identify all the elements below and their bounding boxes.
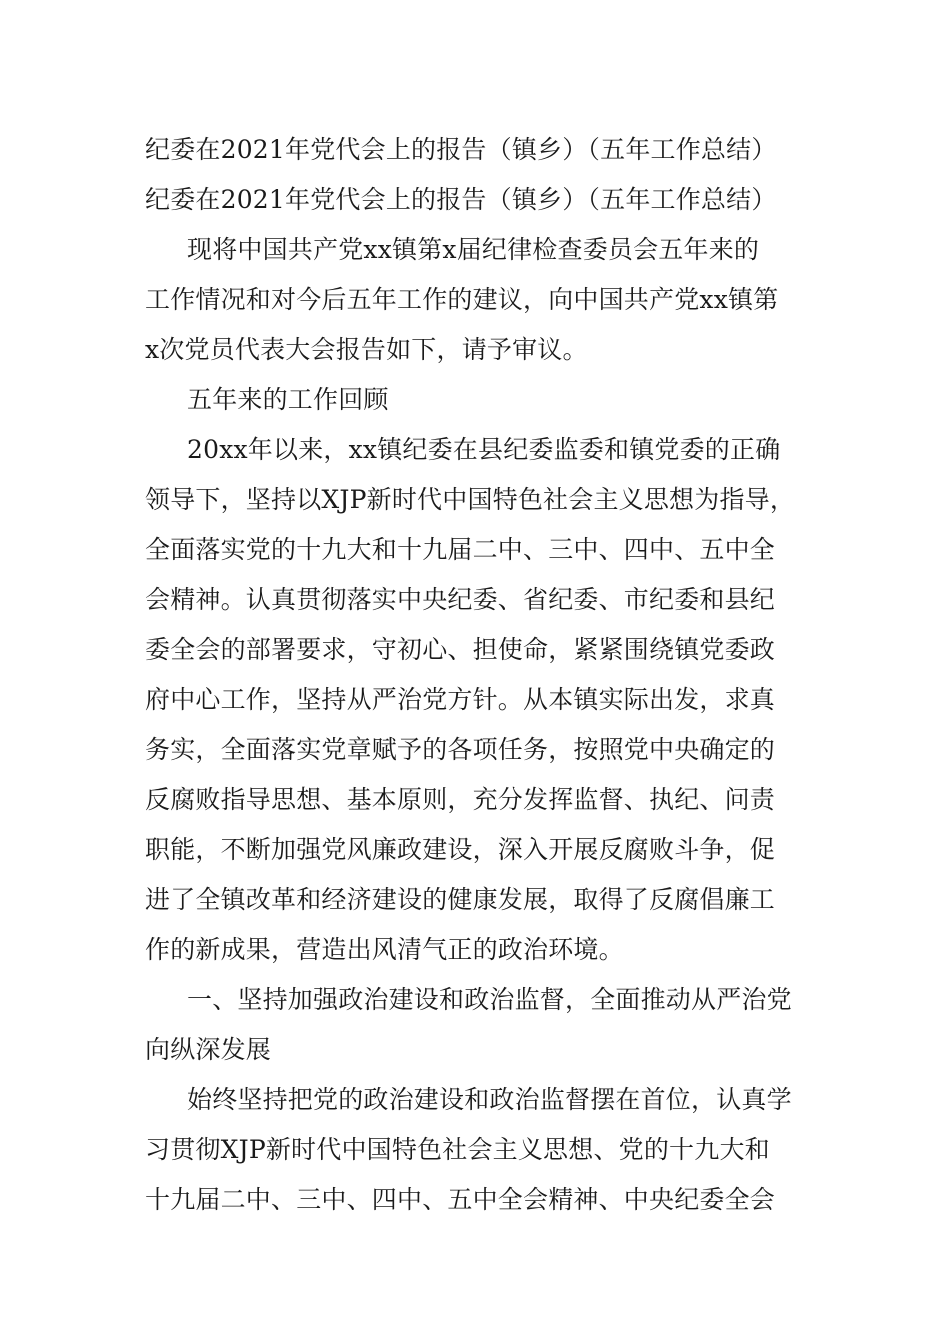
review-paragraph-line: 进了全镇改革和经济建设的健康发展，取得了反腐倡廉工 [145, 885, 776, 914]
review-paragraph-line: 作的新成果，营造出风清气正的政治环境。 [145, 935, 624, 964]
intro-paragraph-line: x次党员代表大会报告如下，请予审议。 [145, 335, 588, 364]
review-paragraph-line: 20xx年以来，xx镇纪委在县纪委监委和镇党委的正确 [187, 435, 781, 464]
review-paragraph-line: 会精神。认真贯彻落实中央纪委、省纪委、市纪委和县纪 [145, 585, 776, 614]
intro-paragraph-line: 现将中国共产党xx镇第x届纪律检查委员会五年来的 [187, 235, 760, 264]
document-body [145, 125, 825, 1225]
review-paragraph-line: 职能，不断加强党风廉政建设，深入开展反腐败斗争，促 [145, 835, 776, 864]
review-paragraph-line: 反腐败指导思想、基本原则，充分发挥监督、执纪、问责 [145, 785, 776, 814]
document-title-line: 纪委在2021年党代会上的报告（镇乡）（五年工作总结） [145, 185, 777, 214]
section-heading-one: 一、坚持加强政治建设和政治监督，全面推动从严治党 [187, 985, 792, 1014]
review-paragraph-line: 委全会的部署要求，守初心、担使命，紧紧围绕镇党委政 [145, 635, 776, 664]
document-title-line: 纪委在2021年党代会上的报告（镇乡）（五年工作总结） [145, 135, 777, 164]
review-paragraph-line: 全面落实党的十九大和十九届二中、三中、四中、五中全 [145, 535, 776, 564]
review-paragraph-line: 领导下，坚持以XJP新时代中国特色社会主义思想为指导， [145, 485, 796, 514]
section-one-paragraph-line: 始终坚持把党的政治建设和政治监督摆在首位，认真学 [187, 1085, 792, 1114]
section-heading-one-continued: 向纵深发展 [145, 1035, 272, 1064]
intro-paragraph-line: 工作情况和对今后五年工作的建议，向中国共产党xx镇第 [145, 285, 779, 314]
section-heading-review: 五年来的工作回顾 [187, 385, 389, 414]
review-paragraph-line: 府中心工作，坚持从严治党方针。从本镇实际出发，求真 [145, 685, 776, 714]
section-one-paragraph-line: 习贯彻XJP新时代中国特色社会主义思想、党的十九大和 [145, 1135, 770, 1164]
section-one-paragraph-line: 十九届二中、三中、四中、五中全会精神、中央纪委全会 [145, 1185, 776, 1214]
review-paragraph-line: 务实，全面落实党章赋予的各项任务，按照党中央确定的 [145, 735, 776, 764]
